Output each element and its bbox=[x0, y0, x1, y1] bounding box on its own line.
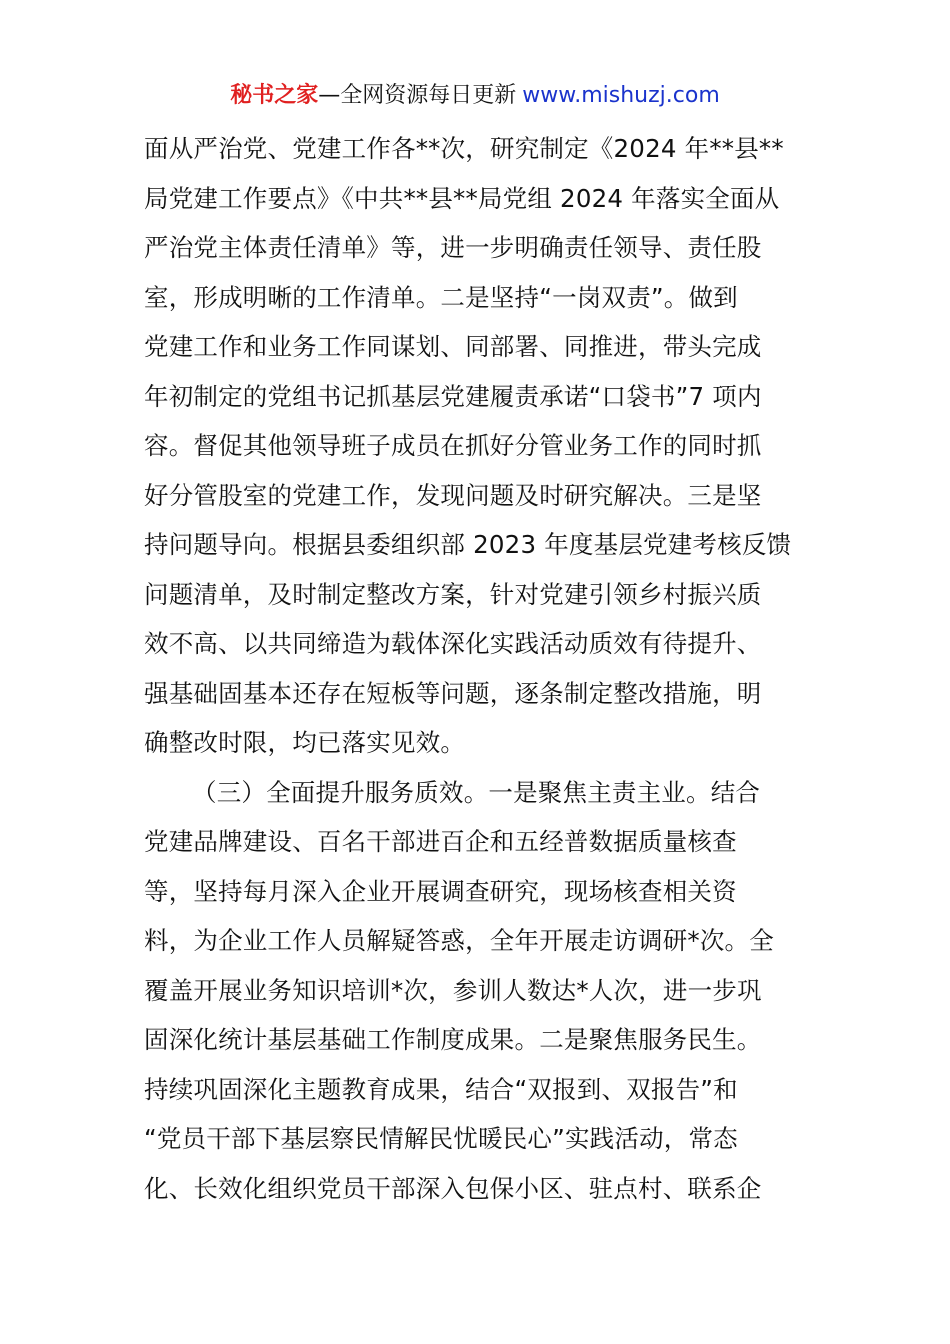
document-body bbox=[144, 124, 808, 1213]
text-line: 问题清单，及时制定整改方案，针对党建引领乡村振兴质 bbox=[144, 579, 762, 609]
text-line: 局党建工作要点》《中共**县**局党组 2024 年落实全面从 bbox=[144, 183, 780, 213]
text-line: 党建工作和业务工作同谋划、同部署、同推进，带头完成 bbox=[144, 332, 762, 361]
text-line: 强基础固基本还存在短板等问题，逐条制定整改措施，明 bbox=[144, 678, 762, 708]
site-tagline: —全网资源每日更新 bbox=[318, 83, 517, 108]
text-line: 持续巩固深化主题教育成果，结合“双报到、双报告”和 bbox=[144, 1074, 738, 1104]
text-line: 面从严治党、党建工作各**次，研究制定《2024 年**县** bbox=[144, 134, 784, 163]
text-line: 容。督促其他领导班子成员在抓好分管业务工作的同时抓 bbox=[144, 431, 762, 460]
text-line: 效不高、以共同缔造为载体深化实践活动质效有待提升、 bbox=[144, 629, 762, 658]
text-line: 固深化统计基层基础工作制度成果。二是聚焦服务民生。 bbox=[144, 1025, 762, 1054]
text-line: 确整改时限，均已落实见效。 bbox=[144, 728, 466, 757]
text-line: 覆盖开展业务知识培训*次，参训人数达*人次，进一步巩 bbox=[144, 975, 762, 1005]
text-line: 好分管股室的党建工作，发现问题及时研究解决。三是坚 bbox=[144, 480, 762, 510]
text-line: 等，坚持每月深入企业开展调查研究，现场核查相关资 bbox=[144, 876, 737, 906]
site-header bbox=[0, 80, 950, 112]
text-line: “党员干部下基层察民情解民忧暖民心”实践活动，常态 bbox=[144, 1124, 738, 1153]
site-brand: 秘书之家 bbox=[230, 83, 319, 108]
text-line: 年初制定的党组书记抓基层党建履责承诺“口袋书”7 项内 bbox=[144, 381, 762, 411]
text-line: 严治党主体责任清单》等，进一步明确责任领导、责任股 bbox=[144, 233, 762, 262]
section-heading-line: （三）全面提升服务质效。一是聚焦主责主业。结合 bbox=[192, 777, 761, 807]
text-line: 持问题导向。根据县委组织部 2023 年度基层党建考核反馈 bbox=[144, 530, 792, 559]
text-line: 料，为企业工作人员解疑答惑，全年开展走访调研*次。全 bbox=[144, 926, 774, 955]
text-line: 化、长效化组织党员干部深入包保小区、驻点村、联系企 bbox=[144, 1173, 762, 1203]
text-line: 党建品牌建设、百名干部进百企和五经普数据质量核查 bbox=[144, 827, 737, 856]
text-line: 室，形成明晰的工作清单。二是坚持“一岗双责”。做到 bbox=[144, 282, 738, 312]
site-url-link[interactable]: www.mishuzj.com bbox=[522, 83, 720, 108]
